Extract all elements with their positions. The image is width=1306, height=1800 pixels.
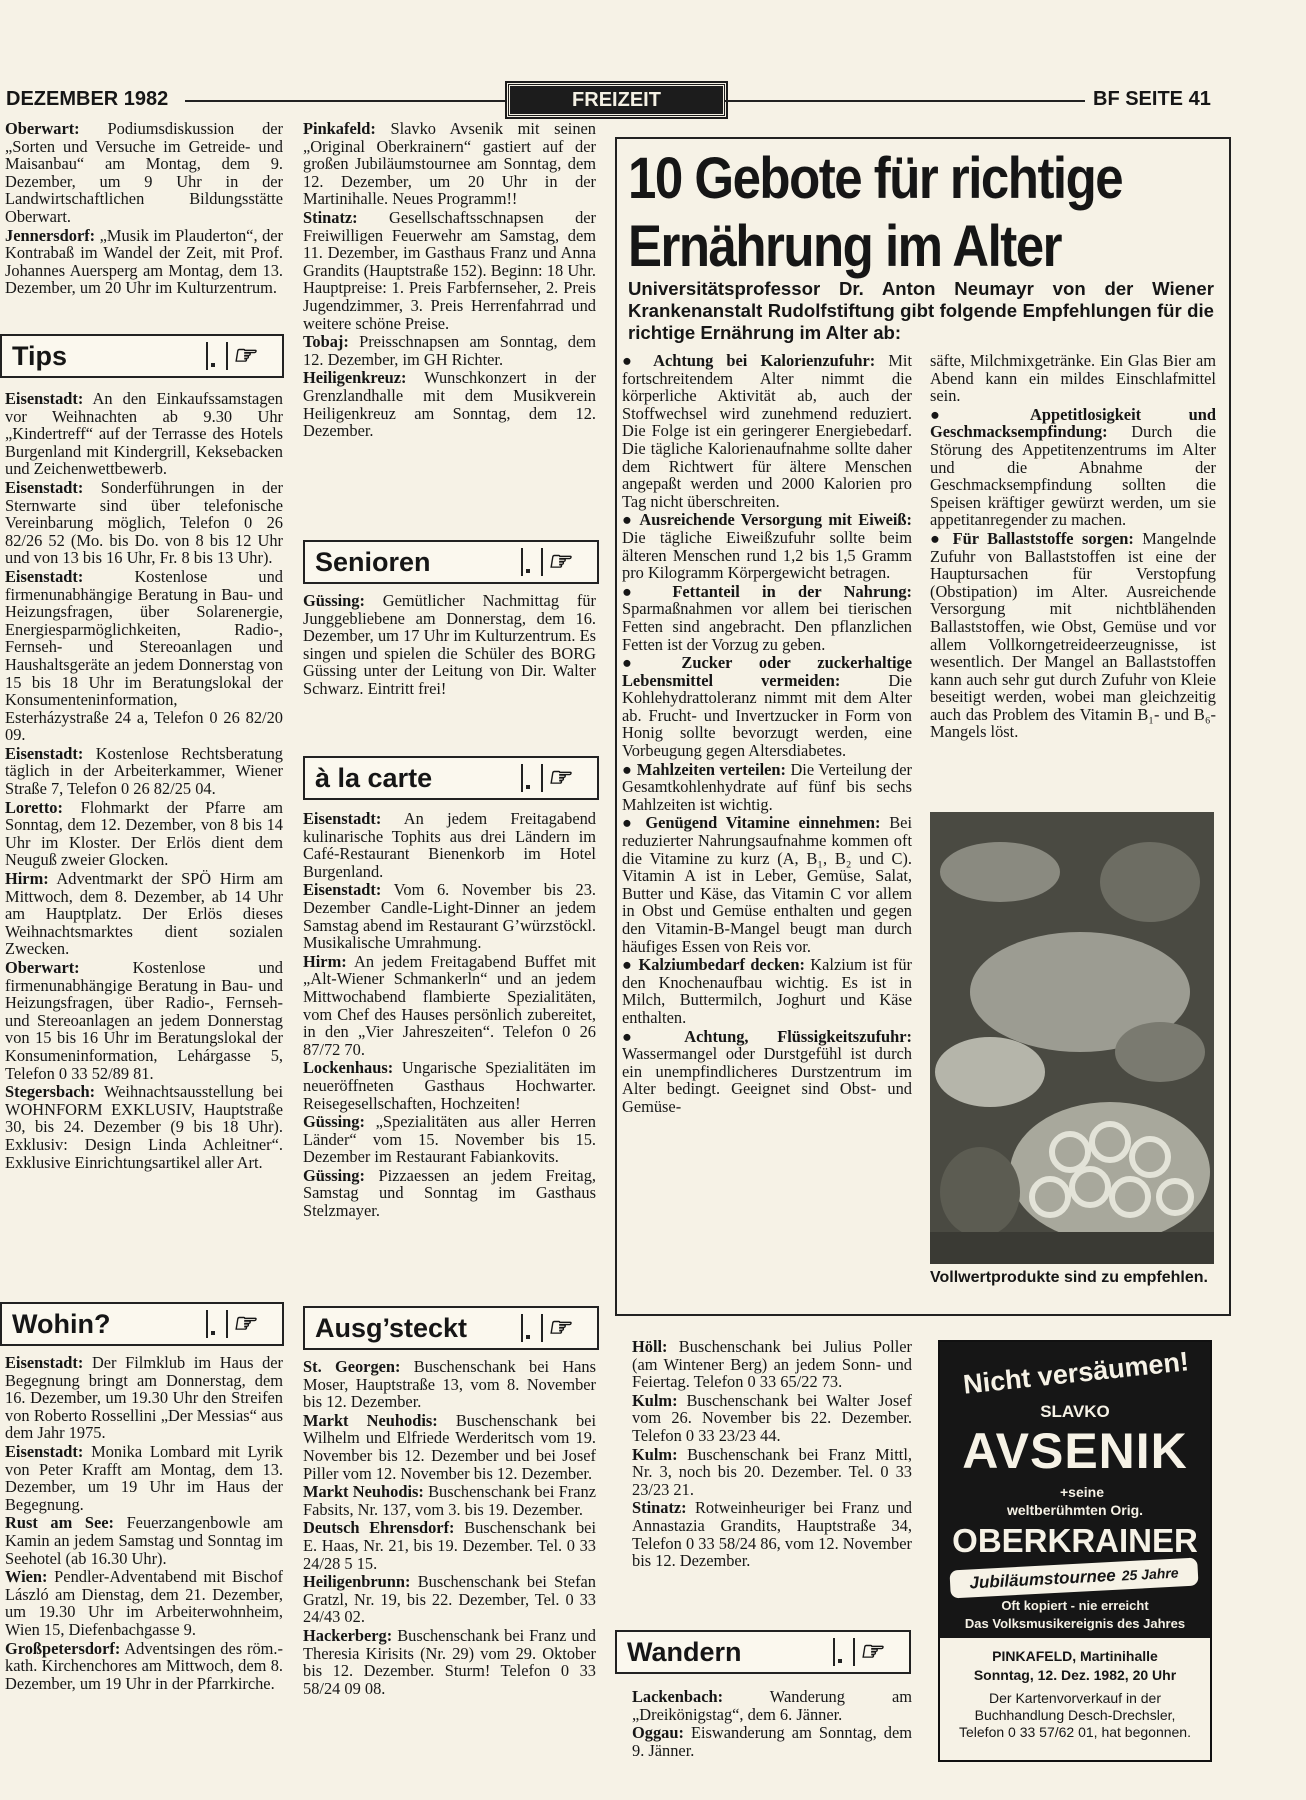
column-2-ausgsteckt (303, 1358, 596, 1698)
listing-item: Hirm: An jedem Freitagabend Buffet mit „Alt-Wiener Schmankerln“ und an jedem Mittwochabend flambierte Spezialitäten, vom Chef des Hauses persönlich zubereitet, in den „Vier Jahreszeiten“. Telefon 0 26 87/72 70. (303, 951, 596, 1059)
ad-presale: Der Kartenvorverkauf in der Buchhandlung Desch-Drechsler, Telefon 0 33 57/62 01, hat begonnen. (959, 1690, 1191, 1740)
article-lead: Universitätsprofessor Dr. Anton Neumayr von der Wiener Krankenanstalt Rudolfstiftung gibt folgende Empfehlungen für die richtige Ernährung im Alter ab: (628, 278, 1214, 343)
ad-dark-panel (940, 1342, 1210, 1638)
bookmark-icon (521, 548, 543, 576)
listing-item: St. Georgen: Buschenschank bei Hans Moser, Hauptstraße 13, vom 8. November bis 12. Dezember. (303, 1357, 597, 1412)
listing-item: Markt Neuhodis: Buschenschank bei Franz Fabsits, Nr. 137, vom 3. bis 19. Dezember. (303, 1482, 596, 1519)
article-column-right (930, 352, 1216, 742)
section-title: Tips (12, 340, 68, 371)
listing-item: Deutsch Ehrensdorf: Buschenschank bei E. Haas, Nr. 21, bis 19. Dezember. Tel. 0 33 24/28 5 15. (303, 1518, 596, 1573)
listing-item: Eisenstadt: Sonderführungen in der Sternwarte sind über telefonische Vereinbarung möglich, Telefon 0 26 82/26 52 (Mo. bis Do. von 8 bis 12 Uhr und von 13 bis 16 Uhr, Fr. 8 bis 13 Uhr). (5, 477, 283, 568)
listing-item: Güssing: Gemütlicher Nachmittag für Junggebliebene am Donnerstag, dem 16. Dezember, um 17 Uhr im Kulturzentrum. Es singen und spielen die Schüler des BORG Güssing unter der Leitung von Dir. Walter Schwarz. Eintritt frei! (303, 591, 596, 698)
bookmark-icon (833, 1638, 855, 1666)
article-paragraph: ● Achtung, Flüssigkeitszufuhr: Wassermangel oder Durstgefühl ist durch ein unempfindlicheres Durstzentrum im Alter bedingt. Geeignet sind Obst- und Gemüse- (622, 1026, 912, 1116)
pointer-icon: ☞ (547, 763, 571, 793)
article-title-line-2: Ernährung im Alter (628, 213, 1061, 279)
listing-item: Jennersdorf: „Musik im Plauderton“, der Kontrabaß im Wandel der Zeit, mit Prof. Johannes Auersperg am Montag, dem 13. Dezember, um 20 Uhr im Kulturzentrum. (5, 225, 283, 298)
section-header-ausgsteckt (303, 1306, 599, 1350)
pointer-icon: ☞ (232, 341, 256, 371)
article-paragraph: säfte, Milchmixgetränke. Ein Glas Bier am Abend kann ein mildes Einschlafmittel sein. (930, 351, 1216, 406)
section-header-wohin (0, 1302, 284, 1346)
listing-item: Großpetersdorf: Adventsingen des röm.-kath. Kirchenchores am Mittwoch, dem 8. Dezember, um 19 Uhr in der Pfarrkirche. (5, 1638, 283, 1693)
ad-band: OBERKRAINER (952, 1522, 1198, 1559)
listing-item: Eisenstadt: Monika Lombard mit Lyrik von Peter Krafft am Montag, dem 13. Dezember, um 19 Uhr im Haus der Begegnung. (5, 1441, 283, 1514)
section-header-wandern (615, 1630, 911, 1674)
ad-tour-banner (949, 1558, 1198, 1599)
listing-item: Stegersbach: Weihnachtsausstellung bei WOHNFORM EXKLUSIV, Hauptstraße 30, bis 24. Dezember (9 bis 18 Uhr). Exklusiv: Design Linda Achleitner“. Exklusive Einrichtungsartikel aller Art. (5, 1082, 283, 1172)
article-column-left (622, 352, 912, 1117)
ad-artist-first: SLAVKO (1040, 1402, 1110, 1421)
ad-slogan-2: Das Volksmusikereignis des Jahres (964, 1616, 1186, 1631)
header-rule-right (725, 100, 1085, 102)
listing-item: Eisenstadt: Vom 6. November bis 23. Dezember Candle-Light-Dinner an jedem Samstag abend im Restaurant G’würzstöckl. Musikalische Umrahmung. (303, 880, 596, 953)
pointer-icon: ☞ (547, 1313, 571, 1343)
article-paragraph: ● Genügend Vitamine einnehmen: Bei reduzierter Nahrungsaufnahme kommen oft die Vitamine zu kurz (A, B₁, B₂ und C). Vitamin A ist in Leber, Gemüse, Salat, Butter und Käse, das Vitamin C vor allem in Obst und Gemüse enthalten und gegen den Vitamin-B-Mangel beugt man durch häufiges Essen von Reis vor. (622, 813, 913, 956)
section-header-senioren (303, 540, 599, 584)
listing-item: Güssing: „Spezialitäten aus aller Herren Länder“ vom 15. November bis 15. Dezember im Restaurant Fabiankovits. (303, 1112, 596, 1167)
article-paragraph: ● Achtung bei Kalorienzufuhr: Mit fortschreitendem Alter nimmt die körperliche Aktivität ab, auch der Stoffwechsel wird zunehmend reduziert. Die Folge ist ein geringerer Energiebedarf. Die tägliche Kalorienaufnahme sollte daher dem Richtwert für ältere Menschen angepaßt werden und 2000 Kalorien pro Tag nicht überschreiten. (622, 351, 912, 511)
article-paragraph: ● Zucker oder zuckerhaltige Lebensmittel vermeiden: Die Kohlehydrattoleranz nimmt mit dem Alter ab. Frucht- und Invertzucker in Form von Honig sollte bevorzugt werden, eine Vorbeugung gegen Altersdiabetes. (622, 653, 912, 761)
article-paragraph: ● Fettanteil in der Nahrung: Sparmaßnahmen vor allem bei tierischen Fetten sind angebracht. Den pflanzlichen Fetten ist der Vorzug zu geben. (622, 581, 912, 654)
bookmark-icon (206, 1310, 228, 1338)
listing-item: Wien: Pendler-Adventabend mit Bischof László am Dienstag, dem 21. Dezember, um 19.30 Uhr im Arbeiterwohnheim, Wien 15, Diefenbachgasse 9. (5, 1567, 283, 1639)
section-title: Senioren (315, 546, 431, 577)
section-header-tips (0, 334, 284, 378)
listing-item: Eisenstadt: An jedem Freitagabend kulinarische Tophits aus drei Ländern im Café-Restaurant Bienenkorb im Hotel Burgenland. (303, 809, 596, 881)
article-paragraph: ● Kalziumbedarf decken: Kalzium ist für den Knochenaufbau wichtig. Es ist in Milch, Buttermilch, Joghurt und Käse enthalten. (622, 955, 912, 1027)
section-title: à la carte (315, 762, 433, 793)
ad-plus: +seine (1060, 1484, 1104, 1500)
listing-item: Eisenstadt: Kostenlose und firmenunabhängige Beratung in Bau- und Heizungsfragen, über Solarenergie, Energiesparmöglichkeiten, Radio-, Fernseh- und Stereoanlagen und Haushaltsgeräte an jedem Donnerstag von 15 bis 18 Uhr im Beratungslokal der Konsumenteninformation, Esterházystraße 24 a, Telefon 0 26 82/20 09. (5, 566, 283, 745)
article-title-line-1: 10 Gebote für richtige (628, 145, 1123, 211)
column-3-bottom (632, 1338, 912, 1571)
section-title: Wohin? (12, 1308, 111, 1339)
bookmark-icon (521, 764, 543, 792)
listing-item: Höll: Buschenschank bei Julius Poller (am Wintener Berg) an jedem Sonn- und Feiertag. Telefon 0 33 65/22 73. (632, 1337, 912, 1392)
listing-item: Oberwart: Podiumsdiskussion der „Sorten und Versuche im Getreide- und Maisanbau“ am Montag, dem 9. Dezember, um 9 Uhr in der Landwirtschaftlichen Bildungsstätte Oberwart. (5, 119, 283, 226)
column-2-carte (303, 810, 596, 1221)
column-2-senioren (303, 592, 596, 699)
section-label: FREIZEIT (507, 83, 726, 117)
listing-item: Oberwart: Kostenlose und firmenunabhängige Beratung in Bau- und Heizungsfragen, über Radio-, Fernseh- und Stereoanlagen an jedem Donnerstag von 15 bis 16 Uhr im Beratungslokal der Konsumeninformation, Lehárgasse 5, Telefon 0 33 52/89 81. (5, 958, 283, 1083)
ad-slogan-1: Oft kopiert - nie erreicht (1001, 1598, 1149, 1613)
article-paragraph: ● Appetitlosigkeit und Geschmacksempfindung: Durch die Störung des Appetitenzentrums im Alter und die Abnahme der Geschmacksempfindung sollten die Speisen kräftiger gewürzt werden, um sie appetitanregender zu machen. (930, 404, 1216, 530)
listing-item: Heiligenbrunn: Buschenschank bei Stefan Gratzl, Nr. 19, bis 22. Dezember, Tel. 0 33 24/43 02. (303, 1572, 596, 1627)
listing-item: Rust am See: Feuerzangenbowle am Kamin an jedem Samstag und Sonntag im Seehotel (ab 16.30 Uhr). (5, 1513, 283, 1568)
listing-item: Tobaj: Preisschnapsen am Sonntag, dem 12. Dezember, im GH Richter. (303, 332, 596, 369)
ad-world: weltberühmten Orig. (1006, 1502, 1144, 1518)
column-1-wohin (5, 1354, 283, 1693)
listing-item: Hirm: Adventmarkt der SPÖ Hirm am Mittwoch, dem 8. Dezember, ab 14 Uhr am Hauptplatz. Der Erlös dieses Weihnachtsmarktes dient sozialen Zwecken. (5, 869, 283, 959)
ad-tour: Jubiläumstournee (968, 1565, 1117, 1593)
listing-item: Stinatz: Rotweinheuriger bei Franz und Annastazia Grandits, Hauptstraße 34, Telefon 0 33 58/24 86, vom 12. November bis 12. Dezember. (632, 1498, 912, 1571)
listing-item: Güssing: Pizzaessen an jedem Freitag, Samstag und Sonntag im Gasthaus Stelzmayer. (303, 1165, 596, 1221)
column-1-tips (5, 390, 283, 1172)
ad-tagline: Nicht versäumen! (961, 1346, 1191, 1400)
issue-date: DEZEMBER 1982 (6, 88, 169, 110)
ad-date: Sonntag, 12. Dez. 1982, 20 Uhr (973, 1667, 1177, 1683)
listing-item: Heiligenkreuz: Wunschkonzert in der Grenzlandhalle mit dem Musikverein Heiligenkreuz am Sonntag, dem 12. Dezember. (303, 368, 596, 441)
page-number: BF SEITE 41 (1093, 88, 1211, 110)
concert-advertisement (938, 1340, 1212, 1762)
listing-item: Markt Neuhodis: Buschenschank bei Wilhelm und Elfriede Werderitsch vom 19. November bis 12. Dezember und bei Josef Piller vom 12. November bis 12. Dezember. (303, 1410, 596, 1483)
listing-item: Eisenstadt: Kostenlose Rechtsberatung täglich in der Arbeiterkammer, Wiener Straße 7, Telefon 0 26 82/25 04. (5, 743, 283, 799)
ad-years: 25 Jahre (1121, 1564, 1179, 1584)
section-header-a-la-carte (303, 756, 599, 800)
ad-venue: PINKAFELD, Martinihalle (992, 1648, 1158, 1664)
listing-item: Kulm: Buschenschank bei Walter Josef vom 26. November bis 22. Dezember. Telefon 0 33 23/23 44. (632, 1390, 912, 1445)
photo-caption: Vollwertprodukte sind zu empfehlen. (930, 1269, 1208, 1286)
listing-item: Loretto: Flohmarkt der Pfarre am Sonntag, dem 12. Dezember, von 8 bis 14 Uhr im Kloster. Der Erlös dient dem Neuguß zweier Glocken. (5, 797, 283, 870)
pointer-icon: ☞ (547, 547, 571, 577)
section-title: Ausg’steckt (315, 1312, 468, 1343)
bookmark-icon (206, 342, 228, 370)
listing-item: Pinkafeld: Slavko Avsenik mit seinen „Original Oberkrainern“ gastiert auf der großen Jubiläumstournee am Sonntag, dem 12. Dezember, um 20 Uhr in der Martinihalle. Neues Programm!! (303, 119, 596, 209)
listing-item: Eisenstadt: Der Filmklub im Haus der Begegnung bringt am Donnerstag, dem 16. Dezember, um 19.30 Uhr den Streifen von Roberto Rossellini „Der Messias“ aus dem Jahr 1975. (5, 1353, 283, 1443)
listing-item: Stinatz: Gesellschaftsschnapsen der Freiwilligen Feuerwehr am Samstag, dem 11. Dezember, im Gasthaus Franz und Anna Grandits (Hauptstraße 152). Beginn: 18 Uhr. Hauptpreise: 1. Preis Farbfernseher, 2. Preis Jugendzimmer, 3. Preis Herrenfahrrad und weitere schöne Preise. (303, 207, 596, 333)
section-title: Wandern (627, 1636, 742, 1667)
listing-item: Hackerberg: Buschenschank bei Franz und Theresia Kirisits (Nr. 29) vom 29. Oktober bis 12. Dezember. Sturm! Telefon 0 33 58/24 09 08. (303, 1625, 596, 1698)
article-paragraph: ● Für Ballaststoffe sorgen: Mangelnde Zufuhr von Ballaststoffen ist eine der Hauptursachen für Verstopfung (Obstipation) im Alter. Ausreichende Versorgung mit nichtblähenden Ballaststoffen, wie Obst, Gemüse und vor allem Vollkorngetreideerzeugnisse, ist wesentlich. Der Mangel an Ballaststoffen kann auch sehr gut durch Zufuhr von Kleie beseitigt werden, wobei man gleichzeitig auch das Problem des Vitamin B₁- und B₆-Mangels löst. (930, 528, 1216, 742)
listing-item: Kulm: Buschenschank bei Franz Mittl, Nr. 3, noch bis 20. Dezember. Tel. 0 33 23/23 21. (632, 1444, 912, 1499)
pointer-icon: ☞ (232, 1309, 256, 1339)
bookmark-icon (521, 1314, 543, 1342)
column-2-top (303, 120, 596, 441)
food-photo (930, 812, 1214, 1264)
listing-item: Eisenstadt: An den Einkaufssamstagen vor Weihnachten ab 9.30 Uhr „Kindertreff“ auf der Terrasse des Hotels Burgenland mit Kindergrill, Keksebacken und Zeichenwettbewerb. (5, 389, 283, 479)
listing-item: Lackenbach: Wanderung am „Dreikönigstag“, dem 6. Jänner. (632, 1687, 912, 1724)
column-3-wandern (632, 1688, 912, 1760)
pointer-icon: ☞ (859, 1637, 883, 1667)
listing-item: Oggau: Eiswanderung am Sonntag, dem 9. Jänner. (632, 1723, 912, 1760)
header-rule-left (185, 100, 505, 102)
article-paragraph: ● Mahlzeiten verteilen: Die Verteilung der Gesamtkohlenhydrate auf fünf bis sechs Mahlzeiten ist wichtig. (622, 759, 912, 814)
column-1-top (5, 120, 283, 298)
article-paragraph: ● Ausreichende Versorgung mit Eiweiß: Die tägliche Eiweißzufuhr sollte beim älteren Menschen rund 1,2 bis 1,5 Gramm pro Kilogramm Körpergewicht betragen. (622, 510, 912, 583)
listing-item: Lockenhaus: Ungarische Spezialitäten im neueröffneten Gasthaus Hochwarter. Reisegesellschaften, Hochzeiten! (303, 1058, 596, 1113)
ad-artist-name: AVSENIK (962, 1423, 1188, 1479)
